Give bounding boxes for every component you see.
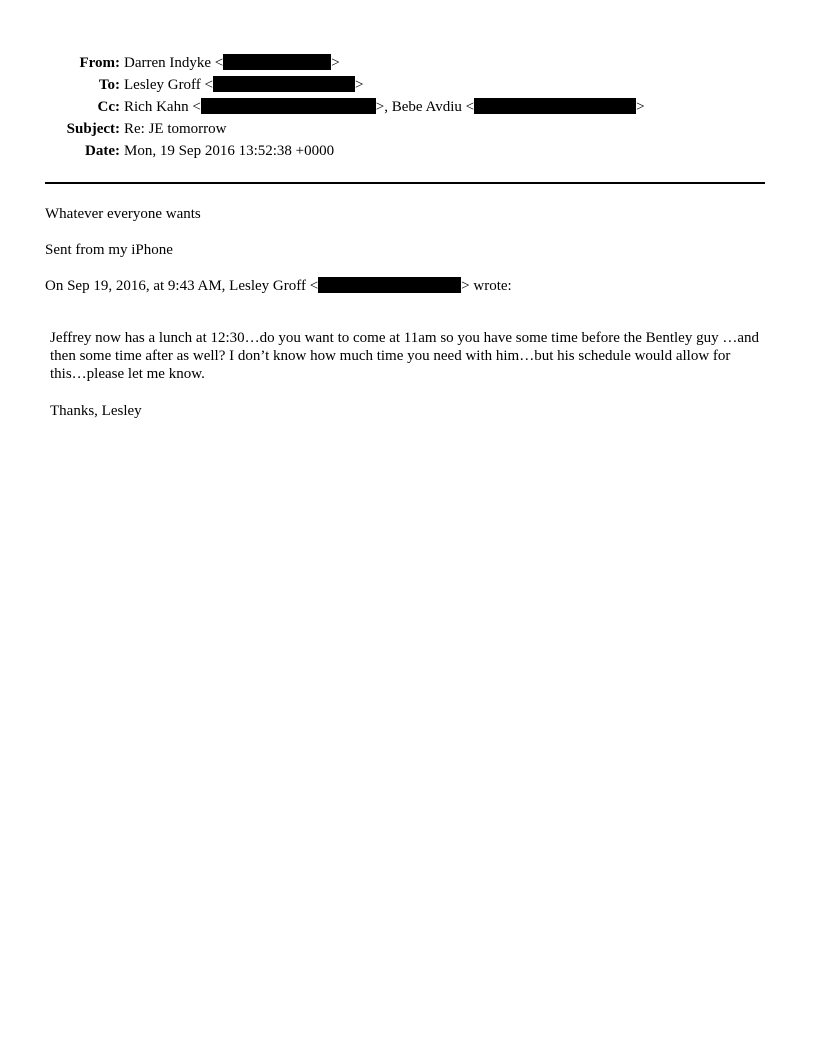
to-name: Lesley Groff: [124, 77, 201, 93]
attribution-prefix: On Sep 19, 2016, at 9:43 AM, Lesley Groff <: [45, 278, 319, 294]
email-header: [0, 52, 816, 162]
cc-name-2: Bebe Avdiu: [391, 99, 462, 115]
quoted-message: [50, 329, 770, 420]
to-value: [124, 74, 363, 96]
date-label: Date:: [85, 143, 120, 159]
to-label: To:: [98, 77, 120, 93]
cc-row: [0, 96, 816, 118]
cc-name-1: Rich Kahn: [124, 99, 189, 115]
redaction-block: [223, 54, 331, 70]
to-row: [0, 74, 816, 96]
reply-signature: Sent from my iPhone: [45, 242, 173, 258]
cc-label: Cc:: [97, 99, 120, 115]
subject-value: Re: JE tomorrow: [124, 121, 227, 137]
from-row: [0, 52, 816, 74]
quoted-closing: Thanks, Lesley: [50, 403, 142, 419]
cc-open-bracket-2: <: [465, 99, 475, 115]
subject-label: Subject:: [66, 121, 120, 137]
redaction-block: [318, 277, 461, 293]
from-value: [124, 52, 340, 74]
header-divider: [45, 182, 765, 184]
date-row: [0, 140, 816, 162]
to-close-bracket: >: [355, 77, 364, 93]
cc-close-bracket-1: >: [375, 99, 385, 115]
from-open-bracket: <: [214, 55, 224, 71]
redaction-block: [201, 98, 376, 114]
date-value: Mon, 19 Sep 2016 13:52:38 +0000: [124, 143, 335, 159]
reply-text: Whatever everyone wants: [45, 206, 201, 222]
from-name: Darren Indyke: [124, 55, 212, 71]
quote-attribution: [45, 276, 512, 296]
quoted-paragraph: Jeffrey now has a lunch at 12:30…do you want to come at 11am so you have some time before the Bentley guy …and then some time after as well? I don’t know how much time you need with him…but his schedule would allow for this…please let me know.: [50, 330, 759, 382]
cc-separator: ,: [384, 99, 392, 115]
cc-value: [124, 96, 645, 118]
cc-close-bracket-2: >: [636, 99, 645, 115]
from-label: From:: [79, 55, 120, 71]
to-open-bracket: <: [204, 77, 213, 93]
redaction-block: [213, 76, 355, 92]
redaction-block: [474, 98, 636, 114]
cc-open-bracket-1: <: [192, 99, 201, 115]
subject-row: [0, 118, 816, 140]
from-close-bracket: >: [331, 55, 340, 71]
attribution-suffix: > wrote:: [461, 278, 512, 294]
